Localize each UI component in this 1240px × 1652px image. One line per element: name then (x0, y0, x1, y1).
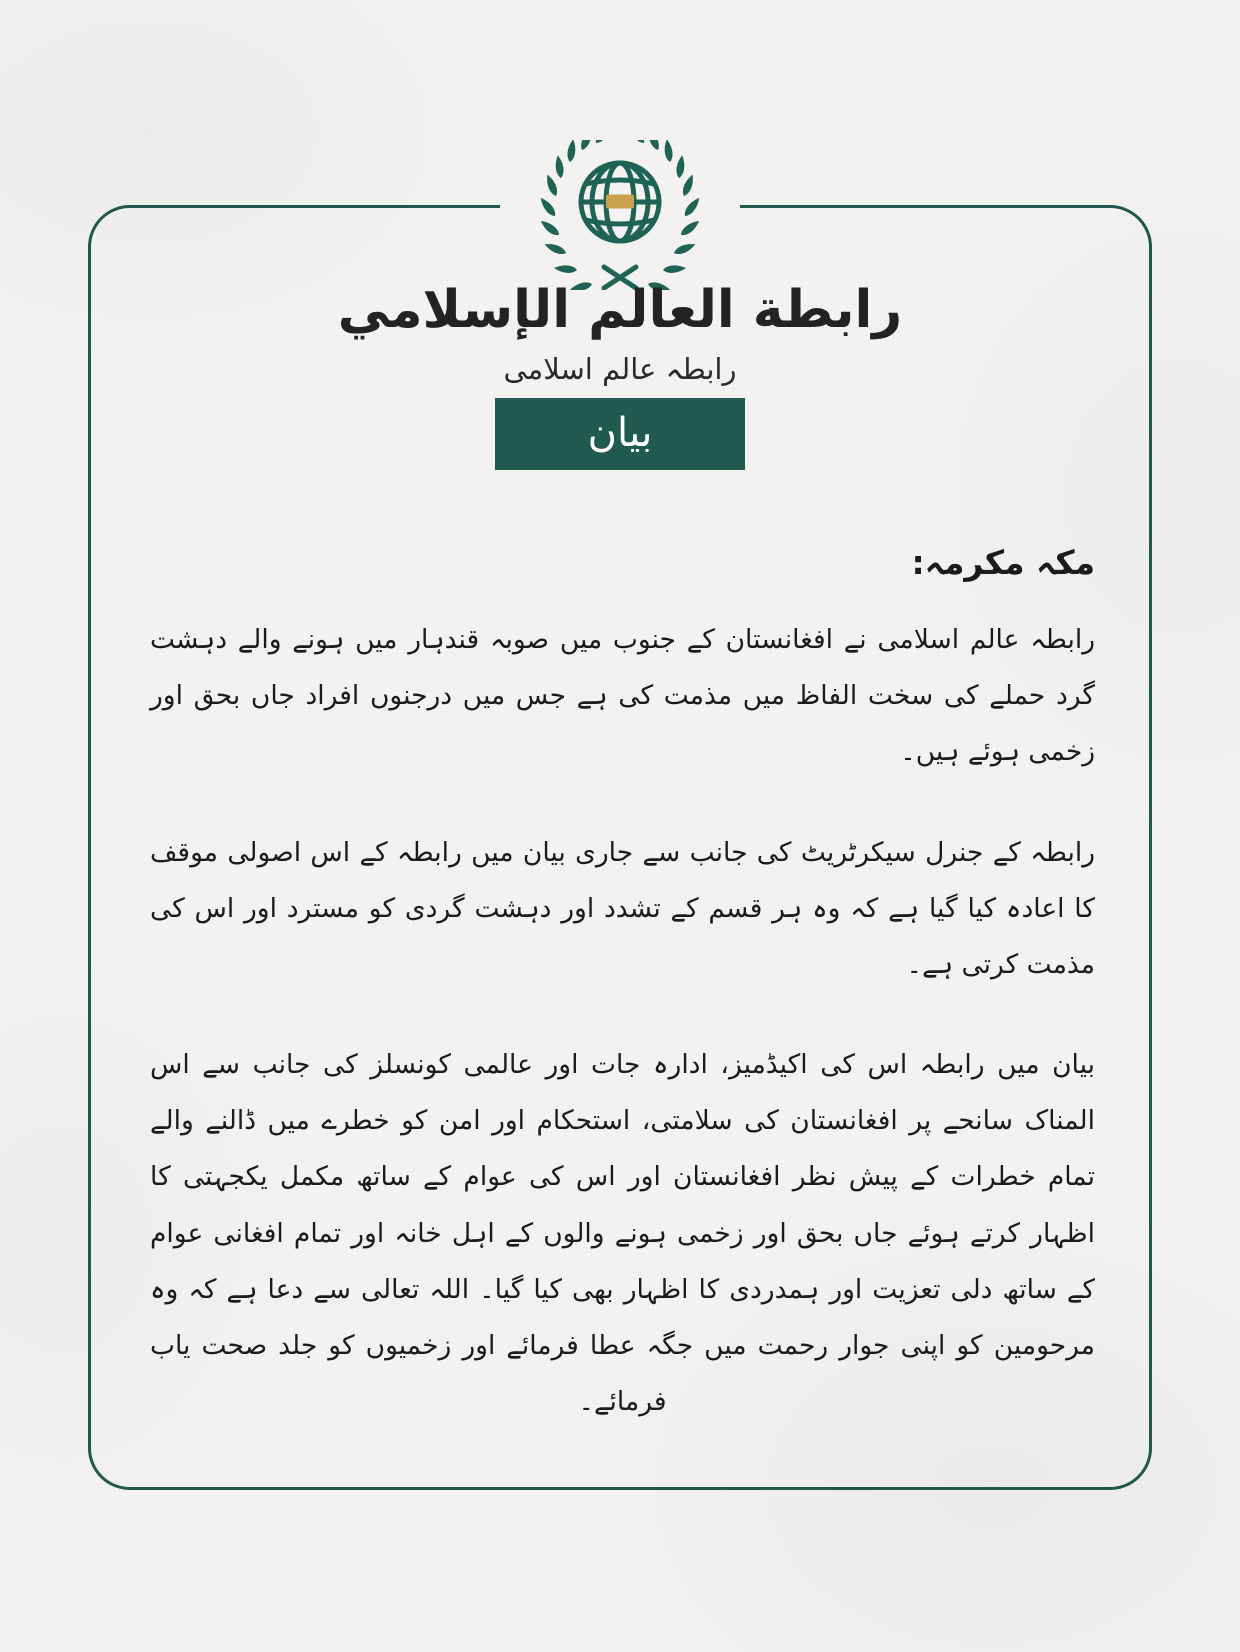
kaaba-band (606, 195, 634, 209)
mwl-logo (500, 140, 740, 290)
urdu-title: رابطہ عالم اسلامی (503, 352, 737, 386)
arabic-calligraphy-title: رابطة العالم الإسلامي (337, 280, 903, 340)
wreath-globe-icon (530, 140, 710, 290)
statement-banner (495, 398, 745, 470)
statement-body (150, 543, 1095, 1474)
statement-paragraph-1: رابطہ عالم اسلامی نے افغانستان کے جنوب میں صوبہ قندہار میں ہونے والے دہشت گرد حملے کی سخت الفاظ میں مذمت کی ہے جس میں درجنوں افراد جاں بحق اور زخمی ہوئے ہیں۔ (150, 624, 1095, 768)
statement-paragraph-2: رابطہ کے جنرل سیکرٹریٹ کی جانب سے جاری بیان میں رابطہ کے اس اصولی موقف کا اعادہ کیا گیا ہے کہ وہ ہر قسم کے تشدد اور دہشت گردی کو مسترد اور اس کی مذمت کرتی ہے۔ (150, 836, 1095, 980)
statement-paragraph-3: بیان میں رابطہ اس کی اکیڈمیز، ادارہ جات اور عالمی کونسلز کی جانب سے اس المناک سانحے پر افغانستان کی سلامتی، استحکام اور امن کو خطرے میں ڈالنے والے تمام خطرات کے پیش نظر افغانستان اور اس کی عوام کے ساتھ مکمل یکجہتی کا اظہار کرتے ہوئے جاں بحق اور زخمی ہونے والوں کے اہل خانہ اور تمام افغانی عوام کے ساتھ دلی تعزیت اور ہمدردی کا اظہار بھی کیا گیا۔ اللہ تعالی سے دعا ہے کہ وہ مرحومین کو اپنی جوار رحمت میں جگہ عطا فرمائے اور زخمیوں کو جلد صحت یاب فرمائے۔ (150, 1049, 1095, 1418)
banner-label: بیان (587, 410, 653, 456)
dateline: مکہ مکرمہ: (911, 543, 1095, 582)
